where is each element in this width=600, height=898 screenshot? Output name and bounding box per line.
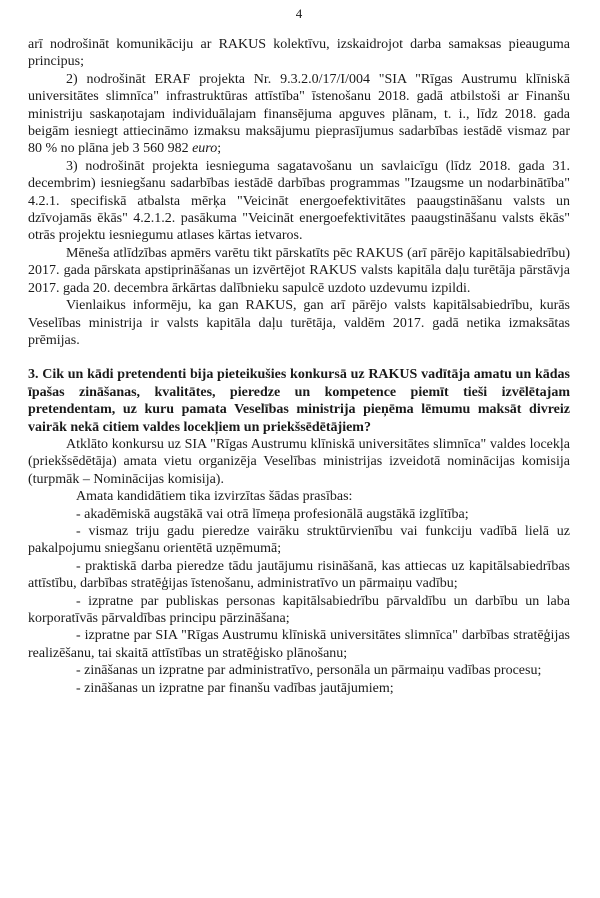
requirement-education: - akadēmiskā augstākā vai otrā līmeņa profesionālā augstākā izglītība; <box>76 506 469 522</box>
paragraph-bonuses: Vienlaikus informēju, ka gan RAKUS, gan arī pārējo valsts kapitālsabiedrību, kurās Veselības ministrija ir valsts kapitāla daļu turētāja, valdēm 2017. gadā netika izmaksātas prēmijas. <box>28 298 570 348</box>
paragraph-remuneration: Mēneša atlīdzības apmērs varētu tikt pārskatīts pēc RAKUS (arī pārējo kapitālsabiedrību) 2017. gada pārskata apstiprināšanas un izvērtējot RAKUS valsts kapitāla daļu turētāja pārstāvja 2017. gada 20. decembra ārkārtas dalībnieku sapulcē uzdoto uzdevumu izpildi. <box>28 245 570 296</box>
requirement-strategy: - izpratne par SIA "Rīgas Austrumu klīniskā universitātes slimnīca" darbības stratēģijas realizēšanu, tai skaitā attīstības un stratēģisko plānošanu; <box>28 628 570 661</box>
requirement-finance: - zināšanas un izpratne par finanšu vadības jautājumiem; <box>76 680 394 696</box>
document-page <box>28 0 570 697</box>
requirement-governance: - izpratne par publiskas personas kapitālsabiedrību pārvaldību un darbību un laba korporatīvās pārvaldības principu pārzināšana; <box>28 593 570 626</box>
section-gap <box>28 349 570 366</box>
section-heading-question-3: 3. Cik un kādi pretendenti bija pieteikušies konkursā uz RAKUS vadītāja amatu un kādas īpašas zināšanas, kvalitātes, pieredze un kompetence piemīt tieši izvēlētajam pretendentam, uz kuru pamata Veselības ministrija pieņēma lēmumu maksāt divreiz vairāk nekā citiem valdes locekļiem un priekšsēdētājiem? <box>28 367 570 435</box>
requirement-experience: - vismaz triju gadu pieredze vairāku struktūrvienību vai funkciju vadībā lielā uz pakalpojumu sniegšanu orientētā uzņēmumā; <box>28 523 570 557</box>
paragraph-requirements-intro: Amata kandidātiem tika izvirzītas šādas prasības: <box>76 489 353 505</box>
paragraph-task-2 <box>28 71 570 158</box>
requirement-practical-experience: - praktiskā darba pieredze tādu jautājumu risināšanā, kas attiecas uz kapitālsabiedrības attīstību, darbības stratēģijas īstenošanu, administratīvo un pārmaiņu vadību; <box>28 558 570 592</box>
task-2-end: ; <box>217 141 222 157</box>
paragraph-communication: arī nodrošināt komunikāciju ar RAKUS kolektīvu, izskaidrojot darba samaksas pieauguma principus; <box>28 37 570 70</box>
requirement-management: - zināšanas un izpratne par administratīvo, personāla un pārmaiņu vadības procesu; <box>76 663 542 679</box>
currency-label: euro <box>192 141 218 157</box>
task-2-text: 2) nodrošināt ERAF projekta Nr. 9.3.2.0/17/I/004 "SIA "Rīgas Austrumu klīniskā universitātes slimnīca" infrastruktūras attīstība" īstenošanu 2018. gadā atbilstoši ar Finanšu ministriju saskaņotajam individuālajam finansējuma apguves plānam, t. i., līdz 2018. gada beigām iesniegt attiecināmo izmaksu maksājumu pieprasījumus sadarbības iestādē vismaz par 80 % no plāna jeb 3 560 982 <box>28 71 570 157</box>
paragraph-task-3: 3) nodrošināt projekta iesnieguma sagatavošanu un savlaicīgu (līdz 2018. gada 31. decembrim) iesniegšanu sadarbības iestādē darbības programmas "Izaugsme un nodarbinātība" 4.2.1. specifiskā atbalsta mērķa "Veicināt energoefektivitātes paaugstināšanu valsts un dzīvojamās ēkās" 4.2.1.2. pasākuma "Veicināt energoefektivitātes paaugstināšanu valsts ēkās" otrās projektu iesniegumu atlases kārtas ietvaros. <box>28 158 570 244</box>
paragraph-competition: Atklāto konkursu uz SIA "Rīgas Austrumu klīniskā universitātes slimnīca" valdes locekļa (priekšsēdētāja) amata vietu organizēja Veselības ministrijas izveidotā nominācijas komisija (turpmāk – Nominācijas komisija). <box>28 436 570 487</box>
page-number: 4 <box>295 6 303 21</box>
